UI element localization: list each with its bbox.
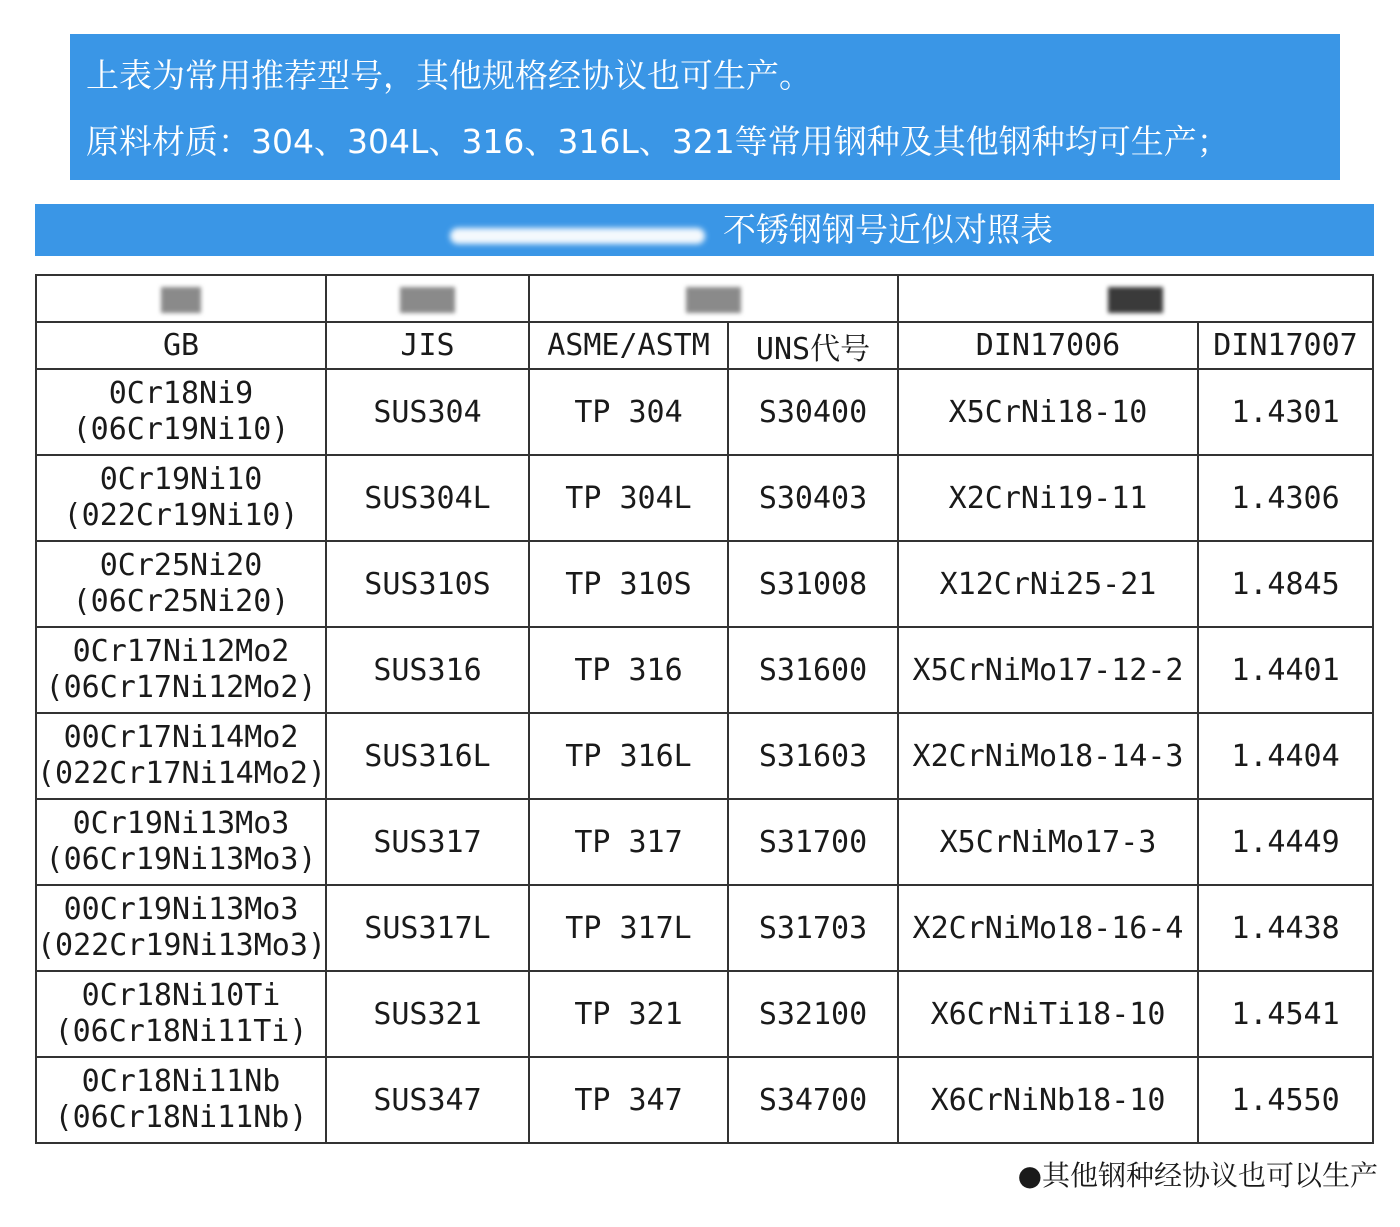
cell-din17006: X2CrNiMo18-16-4 <box>898 885 1198 971</box>
cell-uns: S31603 <box>728 713 898 799</box>
cell-jis: SUS316L <box>326 713 529 799</box>
gb-new-grade: (06Cr19Ni10) <box>72 412 290 447</box>
redacted-country-label <box>1108 287 1163 313</box>
group-header-japan <box>326 275 529 322</box>
redacted-brand-mark <box>450 228 705 244</box>
cell-asme: TP 347 <box>529 1057 728 1143</box>
gb-new-grade: (022Cr19Ni10) <box>63 498 299 533</box>
gb-new-grade: (022Cr19Ni13Mo3) <box>37 928 326 963</box>
cell-jis: SUS316 <box>326 627 529 713</box>
gb-new-grade: (06Cr25Ni20) <box>72 584 290 619</box>
cell-din17006: X2CrNiMo18-14-3 <box>898 713 1198 799</box>
cell-gb <box>36 885 326 971</box>
cell-uns: S32100 <box>728 971 898 1057</box>
redacted-country-label <box>686 287 741 313</box>
gb-new-grade: (022Cr17Ni14Mo2) <box>37 756 326 791</box>
cell-asme: TP 316 <box>529 627 728 713</box>
table-row <box>36 799 1373 885</box>
gb-old-grade: 0Cr17Ni12Mo2 <box>72 634 290 669</box>
table-row <box>36 1057 1373 1143</box>
cell-gb <box>36 799 326 885</box>
cell-jis: SUS317L <box>326 885 529 971</box>
cell-din17007: 1.4404 <box>1198 713 1373 799</box>
notice-line-2: 原料材质：304、304L、316、316L、321等常用钢种及其他钢种均可生产； <box>86 122 1230 161</box>
gb-old-grade: 00Cr17Ni14Mo2 <box>63 720 299 755</box>
cell-uns: S31700 <box>728 799 898 885</box>
cell-jis: SUS304 <box>326 369 529 455</box>
cell-asme: TP 304L <box>529 455 728 541</box>
cell-jis: SUS317 <box>326 799 529 885</box>
cell-gb <box>36 455 326 541</box>
gb-old-grade: 00Cr19Ni13Mo3 <box>63 892 299 927</box>
redacted-country-label <box>161 287 201 313</box>
table-row <box>36 971 1373 1057</box>
header-din17006: DIN17006 <box>898 322 1198 369</box>
cell-asme: TP 316L <box>529 713 728 799</box>
redacted-country-label <box>400 287 455 313</box>
cell-din17007: 1.4550 <box>1198 1057 1373 1143</box>
group-header-usa <box>529 275 898 322</box>
cell-jis: SUS321 <box>326 971 529 1057</box>
header-din17007: DIN17007 <box>1198 322 1373 369</box>
cell-asme: TP 304 <box>529 369 728 455</box>
footnote: ●其他钢种经协议也可以生产 <box>1017 1159 1378 1192</box>
cell-din17007: 1.4541 <box>1198 971 1373 1057</box>
cell-din17007: 1.4449 <box>1198 799 1373 885</box>
header-gb: GB <box>36 322 326 369</box>
gb-new-grade: (06Cr18Ni11Nb) <box>54 1100 308 1135</box>
header-jis: JIS <box>326 322 529 369</box>
cell-din17007: 1.4306 <box>1198 455 1373 541</box>
cell-din17006: X12CrNi25-21 <box>898 541 1198 627</box>
cell-din17007: 1.4438 <box>1198 885 1373 971</box>
gb-new-grade: (06Cr17Ni12Mo2) <box>45 670 317 705</box>
gb-old-grade: 0Cr25Ni20 <box>99 548 263 583</box>
group-header-germany <box>898 275 1373 322</box>
cell-gb <box>36 713 326 799</box>
header-asme-astm: ASME/ASTM <box>529 322 728 369</box>
cell-uns: S34700 <box>728 1057 898 1143</box>
table-row <box>36 455 1373 541</box>
table-row <box>36 627 1373 713</box>
cell-gb <box>36 541 326 627</box>
country-group-header-row <box>36 275 1373 322</box>
gb-old-grade: 0Cr19Ni13Mo3 <box>72 806 290 841</box>
notice-banner <box>70 34 1340 180</box>
cell-uns: S30400 <box>728 369 898 455</box>
cell-gb <box>36 369 326 455</box>
cell-uns: S31600 <box>728 627 898 713</box>
cell-uns: S31703 <box>728 885 898 971</box>
notice-line-1: 上表为常用推荐型号，其他规格经协议也可生产。 <box>86 56 812 95</box>
steel-grade-comparison-table <box>35 274 1374 1144</box>
table-row <box>36 885 1373 971</box>
table-title-bar <box>35 204 1374 256</box>
cell-gb <box>36 1057 326 1143</box>
table-row <box>36 541 1373 627</box>
cell-din17006: X2CrNi19-11 <box>898 455 1198 541</box>
cell-asme: TP 321 <box>529 971 728 1057</box>
cell-jis: SUS310S <box>326 541 529 627</box>
cell-gb <box>36 627 326 713</box>
table-row <box>36 369 1373 455</box>
gb-new-grade: (06Cr18Ni11Ti) <box>54 1014 308 1049</box>
cell-din17006: X5CrNiMo17-3 <box>898 799 1198 885</box>
cell-din17006: X5CrNi18-10 <box>898 369 1198 455</box>
cell-gb <box>36 971 326 1057</box>
cell-asme: TP 310S <box>529 541 728 627</box>
gb-old-grade: 0Cr19Ni10 <box>99 462 263 497</box>
gb-old-grade: 0Cr18Ni9 <box>108 376 254 411</box>
cell-jis: SUS347 <box>326 1057 529 1143</box>
cell-din17006: X6CrNiNb18-10 <box>898 1057 1198 1143</box>
cell-asme: TP 317L <box>529 885 728 971</box>
cell-asme: TP 317 <box>529 799 728 885</box>
cell-jis: SUS304L <box>326 455 529 541</box>
cell-uns: S31008 <box>728 541 898 627</box>
cell-din17006: X6CrNiTi18-10 <box>898 971 1198 1057</box>
table-row <box>36 713 1373 799</box>
gb-new-grade: (06Cr19Ni13Mo3) <box>45 842 317 877</box>
gb-old-grade: 0Cr18Ni10Ti <box>81 978 281 1013</box>
group-header-china <box>36 275 326 322</box>
cell-din17006: X5CrNiMo17-12-2 <box>898 627 1198 713</box>
cell-din17007: 1.4301 <box>1198 369 1373 455</box>
table-title: 不锈钢钢号近似对照表 <box>723 210 1053 249</box>
standard-header-row <box>36 322 1373 369</box>
header-uns: UNS代号 <box>728 322 898 369</box>
cell-din17007: 1.4401 <box>1198 627 1373 713</box>
cell-din17007: 1.4845 <box>1198 541 1373 627</box>
cell-uns: S30403 <box>728 455 898 541</box>
gb-old-grade: 0Cr18Ni11Nb <box>81 1064 281 1099</box>
